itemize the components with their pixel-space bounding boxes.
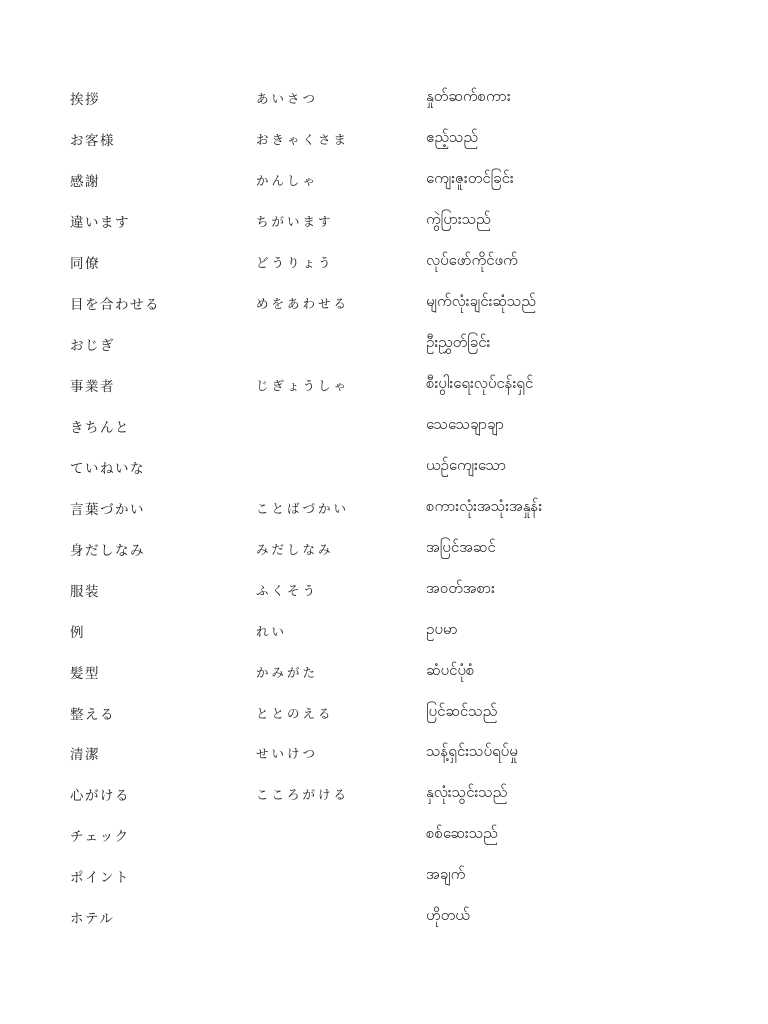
japanese-term: きちんと <box>70 419 130 436</box>
hiragana-reading: めをあわせる <box>256 296 350 312</box>
japanese-term: 事業者 <box>70 379 115 396</box>
vocabulary-list <box>70 78 710 938</box>
burmese-translation: ဟိုတယ် <box>426 906 470 925</box>
hiragana-reading: おきゃくさま <box>256 132 350 148</box>
burmese-translation: အပြင်အဆင် <box>426 537 496 556</box>
vocab-row <box>70 406 710 447</box>
japanese-term: 挨拶 <box>70 92 100 109</box>
hiragana-reading: みだしなみ <box>256 541 334 557</box>
burmese-translation: ပြင်ဆင်သည် <box>426 701 498 720</box>
vocab-row <box>70 487 710 528</box>
vocab-row <box>70 856 710 897</box>
japanese-term: ていねいな <box>70 460 145 477</box>
vocab-row <box>70 733 710 774</box>
japanese-term: おじぎ <box>70 338 115 355</box>
japanese-term: 整える <box>70 706 115 723</box>
burmese-translation: မျက်လုံးချင်းဆုံသည် <box>426 292 536 311</box>
hiragana-reading: ふくそう <box>256 582 319 598</box>
vocab-row <box>70 815 710 856</box>
vocab-row <box>70 446 710 487</box>
hiragana-reading: あいさつ <box>256 91 319 107</box>
vocab-row <box>70 160 710 201</box>
burmese-translation: အဝတ်အစား <box>426 578 495 597</box>
vocab-row <box>70 651 710 692</box>
burmese-translation: လုပ်ဖော်ကိုင်ဖက် <box>426 251 518 270</box>
vocab-row <box>70 283 710 324</box>
japanese-term: 感謝 <box>70 174 100 191</box>
burmese-translation: သန့်ရှင်းသပ်ရပ်မှု <box>426 742 518 761</box>
vocab-row <box>70 324 710 365</box>
japanese-term: 身だしなみ <box>70 542 145 559</box>
hiragana-reading: れい <box>256 623 288 639</box>
hiragana-reading: ちがいます <box>256 214 334 230</box>
burmese-translation: ဥပမာ <box>426 619 458 638</box>
burmese-translation: စကားလုံးအသုံးအနှုန်း <box>426 496 543 515</box>
japanese-term: 同僚 <box>70 256 100 273</box>
japanese-term: 目を合わせる <box>70 297 160 314</box>
burmese-translation: ကျေးဇူးတင်ခြင်း <box>426 169 514 188</box>
burmese-translation: စီးပွါးရေးလုပ်ငန်းရှင် <box>426 374 534 393</box>
vocab-row <box>70 242 710 283</box>
hiragana-reading: せいけつ <box>256 746 319 762</box>
hiragana-reading: かみがた <box>256 664 319 680</box>
japanese-term: 髪型 <box>70 665 100 682</box>
burmese-translation: ကွဲပြားသည် <box>426 210 491 229</box>
vocab-row <box>70 365 710 406</box>
burmese-translation: နှုတ်ဆက်စကား <box>426 87 511 106</box>
burmese-translation: ဧည့်သည် <box>426 128 478 147</box>
hiragana-reading: ことばづかい <box>256 500 350 516</box>
burmese-translation: သေသေချာချာ <box>426 414 505 433</box>
vocab-row <box>70 569 710 610</box>
burmese-translation: ဆံပင်ပုံစံ <box>426 660 475 679</box>
hiragana-reading: どうりょう <box>256 255 334 271</box>
burmese-translation: ဦးညွှတ်ခြင်း <box>426 333 491 352</box>
vocab-row <box>70 119 710 160</box>
japanese-term: 心がける <box>70 788 130 805</box>
vocab-row <box>70 897 710 938</box>
vocab-row <box>70 774 710 815</box>
vocab-row <box>70 610 710 651</box>
japanese-term: お客様 <box>70 133 115 150</box>
japanese-term: 例 <box>70 624 85 641</box>
hiragana-reading: じぎょうしゃ <box>256 378 350 394</box>
vocab-row <box>70 692 710 733</box>
japanese-term: チェック <box>70 829 130 846</box>
japanese-term: 服装 <box>70 583 100 600</box>
vocab-row <box>70 201 710 242</box>
burmese-translation: အချက် <box>426 865 466 884</box>
burmese-translation: ယဥ်ကျေးသော <box>426 455 507 474</box>
burmese-translation: နှလုံးသွင်းသည် <box>426 783 508 802</box>
hiragana-reading: ととのえる <box>256 705 334 721</box>
hiragana-reading: かんしゃ <box>256 173 319 189</box>
japanese-term: 違います <box>70 215 130 232</box>
hiragana-reading: こころがける <box>256 787 350 803</box>
japanese-term: ホテル <box>70 911 115 928</box>
vocab-row <box>70 528 710 569</box>
japanese-term: ポイント <box>70 870 130 887</box>
burmese-translation: စစ်ဆေးသည် <box>426 824 498 843</box>
vocab-row <box>70 78 710 119</box>
japanese-term: 言葉づかい <box>70 501 145 518</box>
japanese-term: 清潔 <box>70 747 100 764</box>
